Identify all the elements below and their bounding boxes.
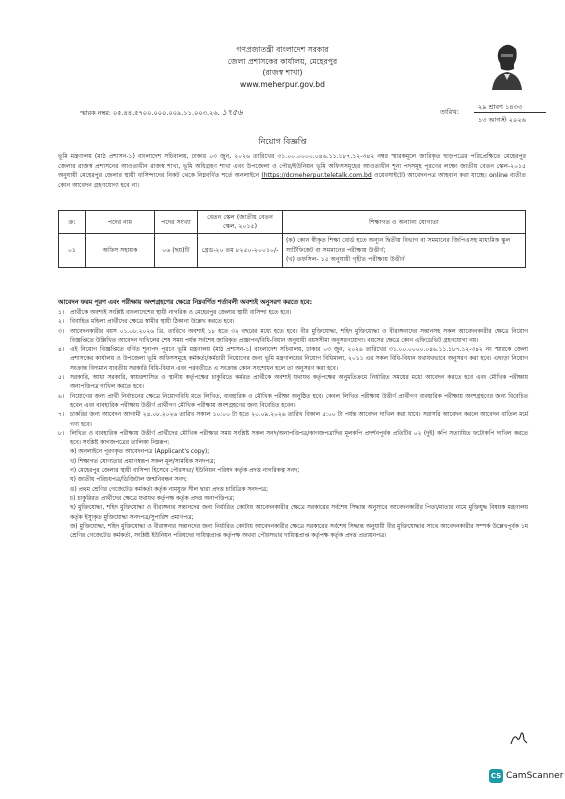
letterhead-website[interactable]: www.meherpur.gov.bd	[240, 79, 325, 89]
memo-reference	[80, 107, 243, 120]
camscanner-watermark	[489, 769, 563, 783]
sub-item: ছ) মুক্তিযোদ্ধা, শহিদ মুক্তিযোদ্ধা ও বীরাঙ্গনার সন্তানদের জন্য নির্ধারিত কোটায় আবেদনকারীর ক্ষেত্রে সরকারের সর্বশেষ সিদ্ধান্ত অনুসারে আবেদনকারীর পিতা/মাতার নামে মুক্তিযুদ্ধ বিষয়ক মন্ত্রণালয় কর্তৃক ইস্যুকৃত মুক্তিযোদ্ধা সনদপত্র/সুপারিশ প্রমাণপত্র;	[70, 505, 528, 521]
header-post-count: পদের সংখ্যা	[155, 211, 198, 234]
list-item	[58, 346, 528, 374]
conditions-list	[58, 309, 528, 541]
memo-handwritten-number: ১৭৫৬	[221, 108, 243, 117]
memo-number: ০৫.৪৪.৫৭০০.০০০.০০৯.১১.০০৩.২৬.	[112, 109, 220, 117]
item-text: নিয়োগের জন্য প্রার্থী নির্বাচনের ক্ষেত্রে নিয়োগবিধি মতে লিখিত, ব্যবহারিক ও মৌখিক পরীক্ষা অনুষ্ঠিত হবে। কেবল লিখিত পরীক্ষায় উত্তীর্ণ প্রার্থীগণ ব্যবহারিক পরীক্ষায় অংশগ্রহণের জন্য বিবেচিত হবেন এবং ব্যবহারিক পরীক্ষায় উত্তীর্ণ প্রার্থীগণ মৌখিক পরীক্ষায় অংশগ্রহণের জন্য বিবেচিত হবেন।	[70, 393, 528, 409]
header-qualification: শিক্ষাগত ও অন্যান্য যোগ্যতা	[283, 211, 526, 234]
item-text: আবেদনকারীর বয়স ০১.০৮.২০২৬ খ্রি. তারিখে অবশ্যই ১৮ হতে ৩২ বছরের মধ্যে হতে হবে। বীর মুক্তিযোদ্ধা, শহিদ মুক্তিযোদ্ধা ও বীরাঙ্গনাদের সন্তানসহ সকল আবেদনকারীর ক্ষেত্রে নিয়োগ বিজ্ঞপ্তিতে উল্লিখিত আবেদন দাখিলের শেষ সময় পর্যন্ত সর্বশেষ জারিকৃত প্রজ্ঞাপন/বিধি-বিধান অনুযায়ী বয়সসীমা অনুসরণযোগ্য। বয়সের ক্ষেত্রে কোন এফিডেভিট গ্রহণযোগ্য নয়।	[70, 328, 528, 344]
date-divider	[474, 112, 546, 113]
list-item	[58, 328, 528, 347]
letterhead	[0, 44, 565, 90]
list-item	[58, 393, 528, 412]
item-number: ১।	[58, 310, 64, 316]
cell-pay-scale: গ্রেড-২০ তম ৮২৫০-২০০১০/-	[198, 234, 283, 268]
header-post-name: পদের নাম	[86, 211, 155, 234]
letterhead-section: (রাজস্ব শাখা)	[262, 68, 303, 77]
item-number: ৫।	[58, 375, 64, 382]
header-serial: ক্র:	[59, 211, 86, 234]
item-number: ২।	[58, 319, 64, 326]
table-header-row	[59, 211, 526, 234]
item-text: বিবাহিত মহিলা প্রার্থীদের ক্ষেত্রে স্বামীর স্থায়ী ঠিকানা উল্লেখ করতে হবে।	[70, 319, 235, 326]
item-text: এই নিয়োগ বিজ্ঞপ্তিতে বর্ণিত শূন্যপদ পূরণে ভূমি মন্ত্রণালয় (মাঠ প্রশাসন-১) বাংলাদেশ সচিবালয়, ঢাকার ০৩ জুন, ২০২৬ তারিখের ৩১.০০.০০০০.০৪৬.১১.১৮৭.১২-৩৪২ নং স্মারকে জেলা প্রশাসকের কার্যালয় ও উপজেলা ভূমি অফিসসমূহে কর্মকর্তা/কর্মচারী নিয়োগের জন্য ভূমি মন্ত্রণালয়ের নিয়োগ বিধিমালা, ২০১১ এর সকল বিধি-বিধান যথাযথভাবে অনুসরণ করা হবে। এছাড়া নিয়োগ সংক্রান্ত বিদ্যমান যাবতীয় সরকারি বিধি-বিধান এবং পরবর্তীতে এ সংক্রান্ত কোন সংশোধন হলে তা অনুসরণ করা হবে।	[70, 347, 528, 372]
signature-mark	[508, 728, 530, 748]
item-text: চাকরির জন্য আবেদন আগামী ২৪.০৮.২০২৬ তারিখ সকাল ১০:০০ টা হতে ২০.০৯.২০২৬ তারিখ বিকাল ৫:০০ টা পর্যন্ত আবেদন দাখিল করা যাবে। সরাসরি আবেদন করলে আবেদন বাতিল মর্মে গণ্য হবে।	[70, 412, 528, 428]
application-website-link[interactable]: (https://dcmeherpur.teletalk.com.bd	[261, 172, 372, 180]
date-label: তারিখ:	[440, 108, 459, 116]
item-number: ৮।	[58, 430, 64, 437]
camscanner-icon: CS	[489, 769, 503, 783]
intro-paragraph	[58, 152, 526, 190]
item-number: ৭।	[58, 412, 64, 419]
cell-post-name: অফিস সহায়ক	[86, 234, 155, 268]
item-text: লিখিত ও ব্যবহারিক পরীক্ষায় উত্তীর্ণ প্রার্থীদের মৌখিক পরীক্ষার সময় সংশ্লিষ্ট সকল সনদ/অনাপত্তিপত্র/কাগজপত্রাদির মূলকপি প্রদর্শনপূর্বক প্রতিটির ০২ (দুই) কপি সত্যায়িত ফটোকপি দাখিল করতে হবে। সংশ্লিষ্ট কাগজপত্রের তালিকা নিম্নরূপ:	[70, 430, 528, 447]
intro-text-continued: ওয়েবসাইটে) আবেদনপত্র আহবান করা যাচ্ছে। online ব্যতীত কোন আবেদন গ্রহণযোগ্য হবে না।	[58, 172, 527, 189]
item-number: ৬।	[58, 393, 64, 400]
date-english: ১৩ আগস্ট ২০২৬	[478, 116, 526, 124]
conditions-heading: আবেদন ফরম পূরণ এবং পরীক্ষায় অংশগ্রহণের ক্ষেত্রে নিম্নবর্ণিত শর্তাবলী অবশ্যই অনুসরণ করতে হবে:	[58, 299, 313, 306]
sub-item: ঘ) জাতীয় পরিচয়পত্র/ডিজিটাল জন্মনিবন্ধন সনদ;	[70, 477, 188, 484]
sub-item: ঙ) প্রথম শ্রেণির গেজেটেড কর্মকর্তা কর্তৃক নামযুক্ত সীল দ্বারা প্রদত্ত চারিত্রিক সনদপত্র;	[70, 486, 269, 493]
cell-serial: ০১	[59, 234, 86, 268]
list-item	[58, 411, 528, 430]
sub-item: খ) শিক্ষাগত যোগ্যতার প্রমাণস্বরূপ সকল মূল/সাময়িক সনদপত্র;	[70, 458, 216, 465]
table-row	[59, 234, 526, 268]
list-item	[58, 374, 528, 393]
document-sublist	[58, 448, 528, 541]
portrait-image	[487, 36, 527, 90]
item-number: ৪।	[58, 347, 64, 354]
item-text: প্রার্থীকে অবশ্যই সংশ্লিষ্ট বাংলাদেশের স্থায়ী নাগরিক ও মেহেরপুর জেলার স্থায়ী বাসিন্দা হতে হবে।	[70, 310, 292, 316]
item-text: সরকারি, আধা সরকারি, স্বায়ত্তশাসিত ও স্থানীয় কর্তৃপক্ষের চাকুরিতে কর্মরত প্রার্থীকে অবশ্যই যথাযথ কর্তৃপক্ষের অনুমতিক্রমে নির্ধারিত সময়ের মধ্যে আবেদন করতে হবে এবং মৌখিক পরীক্ষায় অনাপত্তিপত্র দাখিল করতে হবে।	[70, 375, 528, 391]
list-item	[58, 430, 528, 449]
header-pay-scale: বেতন স্কেল (জাতীয় বেতন স্কেল, ২০১৫)	[198, 211, 283, 234]
sub-item: জ) মুক্তিযোদ্ধা, শহিদ মুক্তিযোদ্ধা ও বীরাঙ্গনার সন্তানদের জন্য নির্ধারিত কোটায় আবেদনকারীর ক্ষেত্রে সরকারের সর্বশেষ সিদ্ধান্ত অনুযায়ী বীর মুক্তিযোদ্ধার সাথে আবেদনকারীর সম্পর্ক উল্লেখপূর্বক ১ম শ্রেণির গেজেটেড কর্মকর্তা, সংশ্লিষ্ট ইউনিয়ন পরিষদের দায়িত্বপ্রাপ্ত কর্তৃপক্ষ অথবা পৌরসভার দায়িত্বপ্রাপ্ত কর্তৃপক্ষ কর্তৃক প্রদত্ত প্রত্যয়নপত্র।	[70, 523, 528, 540]
letterhead-government: গণপ্রজাতন্ত্রী বাংলাদেশ সরকার	[236, 45, 329, 54]
sub-item: গ) মেহেরপুর জেলার স্থায়ী বাসিন্দা হিসেবে পৌরসভা/ ইউনিয়ন পরিষদ কর্তৃক প্রদত্ত নাগরিকত্ব সনদ;	[70, 468, 300, 475]
letterhead-office: জেলা প্রশাসকের কার্যালয়, মেহেরপুর	[227, 56, 338, 66]
date-bangla: ২৯ শ্রাবণ ১৪৩৩	[478, 103, 523, 111]
qualification-a: (ক) কোন স্বীকৃত শিক্ষা বোর্ড হতে অন্যূন দ্বিতীয় বিভাগ বা সমমানের জিপিএসহ মাধ্যমিক স্কুল সার্টিফিকেট বা সমমানের পরীক্ষায় উত্তীর্ণ;	[286, 237, 511, 254]
cell-post-count: ০৬ (ছয়)টি	[155, 234, 198, 268]
intro-text: ভূমি মন্ত্রণালয় (মাঠ প্রশাসন-১) বাংলাদেশ সচিবালয়, ঢাকার ০৩ জুন, ২০২৬ তারিখের ৩১.০০.০০০০.০৪৬.১১.১৮৭.১২-৩৪২ নম্বর স্মারকমূলে জারিকৃত ছাড়পত্রের পরিপ্রেক্ষিতে মেহেরপুর জেলার রাজস্ব প্রশাসনের আওতাধীন রাজস্ব শাখা, ভূমি অধিগ্রহণ শাখা এবং উপজেলা ও পৌর/ইউনিয়ন ভূমি অফিসসমূহের আওতাধীন শূন্য পদসমূহ পূরণের লক্ষ্যে জাতীয় বেতন স্কেল-২০১৫ অনুযায়ী মেহেরপুর জেলার স্থায়ী বাসিন্দাদের নিকট থেকে নিম্নবর্ণিত শর্তে অনলাইনে	[58, 153, 526, 180]
sub-item: চ) চাকুরিরত প্রার্থীদের ক্ষেত্রে যথাযথ কর্তৃপক্ষ কর্তৃক প্রদত্ত অনাপত্তিপত্র;	[70, 495, 235, 502]
cell-qualification	[283, 234, 526, 268]
item-number: ৩।	[58, 328, 64, 335]
qualification-b: (খ) তফসিল- ১৫ অনুযায়ী গৃহীত পরীক্ষায় উত্তীর্ণ	[286, 256, 405, 263]
list-item	[58, 309, 528, 318]
sub-item: ক) অনলাইনে পূরণকৃত আবেদনপত্র (Applicant's copy);	[70, 449, 210, 456]
camscanner-label: CamScanner	[506, 771, 564, 781]
vacancy-table	[58, 210, 526, 268]
notice-title: নিয়োগ বিজ্ঞপ্তি	[258, 137, 307, 146]
list-item	[58, 318, 528, 327]
memo-label: স্মারক নম্বর:	[80, 109, 111, 117]
